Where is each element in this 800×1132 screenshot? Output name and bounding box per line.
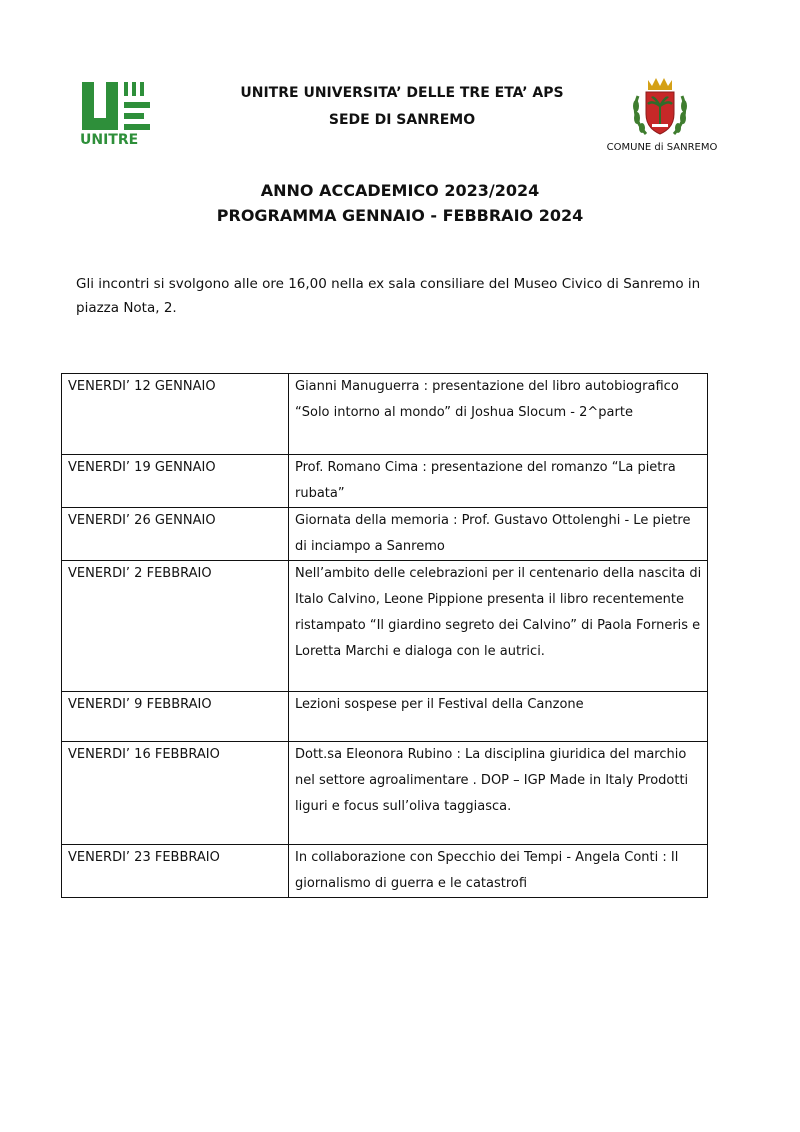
description-cell: Nell’ambito delle celebrazioni per il centenario della nascita di Italo Calvino, Leone Pippione presenta il libro recentemente ristampato “Il giardino segreto dei Calvino” di Paola Forneris e Loretta Marchi e dialoga con le autrici. xyxy=(289,561,708,692)
date-cell: VENERDI’ 12 GENNAIO xyxy=(62,374,289,455)
date-cell: VENERDI’ 23 FEBBRAIO xyxy=(62,845,289,898)
comune-sanremo-crest-icon xyxy=(628,76,692,142)
date-cell: VENERDI’ 26 GENNAIO xyxy=(62,508,289,561)
date-cell: VENERDI’ 16 FEBBRAIO xyxy=(62,742,289,845)
academic-year-title: ANNO ACCADEMICO 2023/2024 xyxy=(260,181,540,200)
schedule-table xyxy=(61,373,708,898)
table-row xyxy=(62,455,708,508)
description-cell: Gianni Manuguerra : presentazione del libro autobiografico “Solo intorno al mondo” di Joshua Slocum - 2^parte xyxy=(289,374,708,455)
program-title: PROGRAMMA GENNAIO - FEBBRAIO 2024 xyxy=(216,206,584,225)
description-cell: Prof. Romano Cima : presentazione del romanzo “La pietra rubata” xyxy=(289,455,708,508)
table-row xyxy=(62,692,708,742)
table-row xyxy=(62,845,708,898)
date-cell: VENERDI’ 2 FEBBRAIO xyxy=(62,561,289,692)
date-cell: VENERDI’ 9 FEBBRAIO xyxy=(62,692,289,742)
organization-name: UNITRE UNIVERSITA’ DELLE TRE ETA’ APS xyxy=(240,85,564,101)
organization-title xyxy=(200,80,604,134)
description-cell: Lezioni sospese per il Festival della Canzone xyxy=(289,692,708,742)
description-cell: Dott.sa Eleonora Rubino : La disciplina giuridica del marchio nel settore agroalimentare . DOP – IGP Made in Italy Prodotti liguri e focus sull’oliva taggiasca. xyxy=(289,742,708,845)
unitre-logo-text: UNITRE xyxy=(80,132,139,148)
date-cell: VENERDI’ 19 GENNAIO xyxy=(62,455,289,508)
description-cell: In collaborazione con Specchio dei Tempi - Angela Conti : Il giornalismo di guerra e le catastrofi xyxy=(289,845,708,898)
description-cell: Giornata della memoria : Prof. Gustavo Ottolenghi - Le pietre di inciampo a Sanremo xyxy=(289,508,708,561)
document-title xyxy=(100,178,700,228)
intro-paragraph: Gli incontri si svolgono alle ore 16,00 nella ex sala consiliare del Museo Civico di Sanremo in piazza Nota, 2. xyxy=(76,276,701,316)
table-row xyxy=(62,561,708,692)
organization-seat: SEDE DI SANREMO xyxy=(328,112,476,128)
table-row xyxy=(62,742,708,845)
table-row xyxy=(62,508,708,561)
table-row xyxy=(62,374,708,455)
comune-sanremo-text: COMUNE di SANREMO xyxy=(606,142,718,153)
